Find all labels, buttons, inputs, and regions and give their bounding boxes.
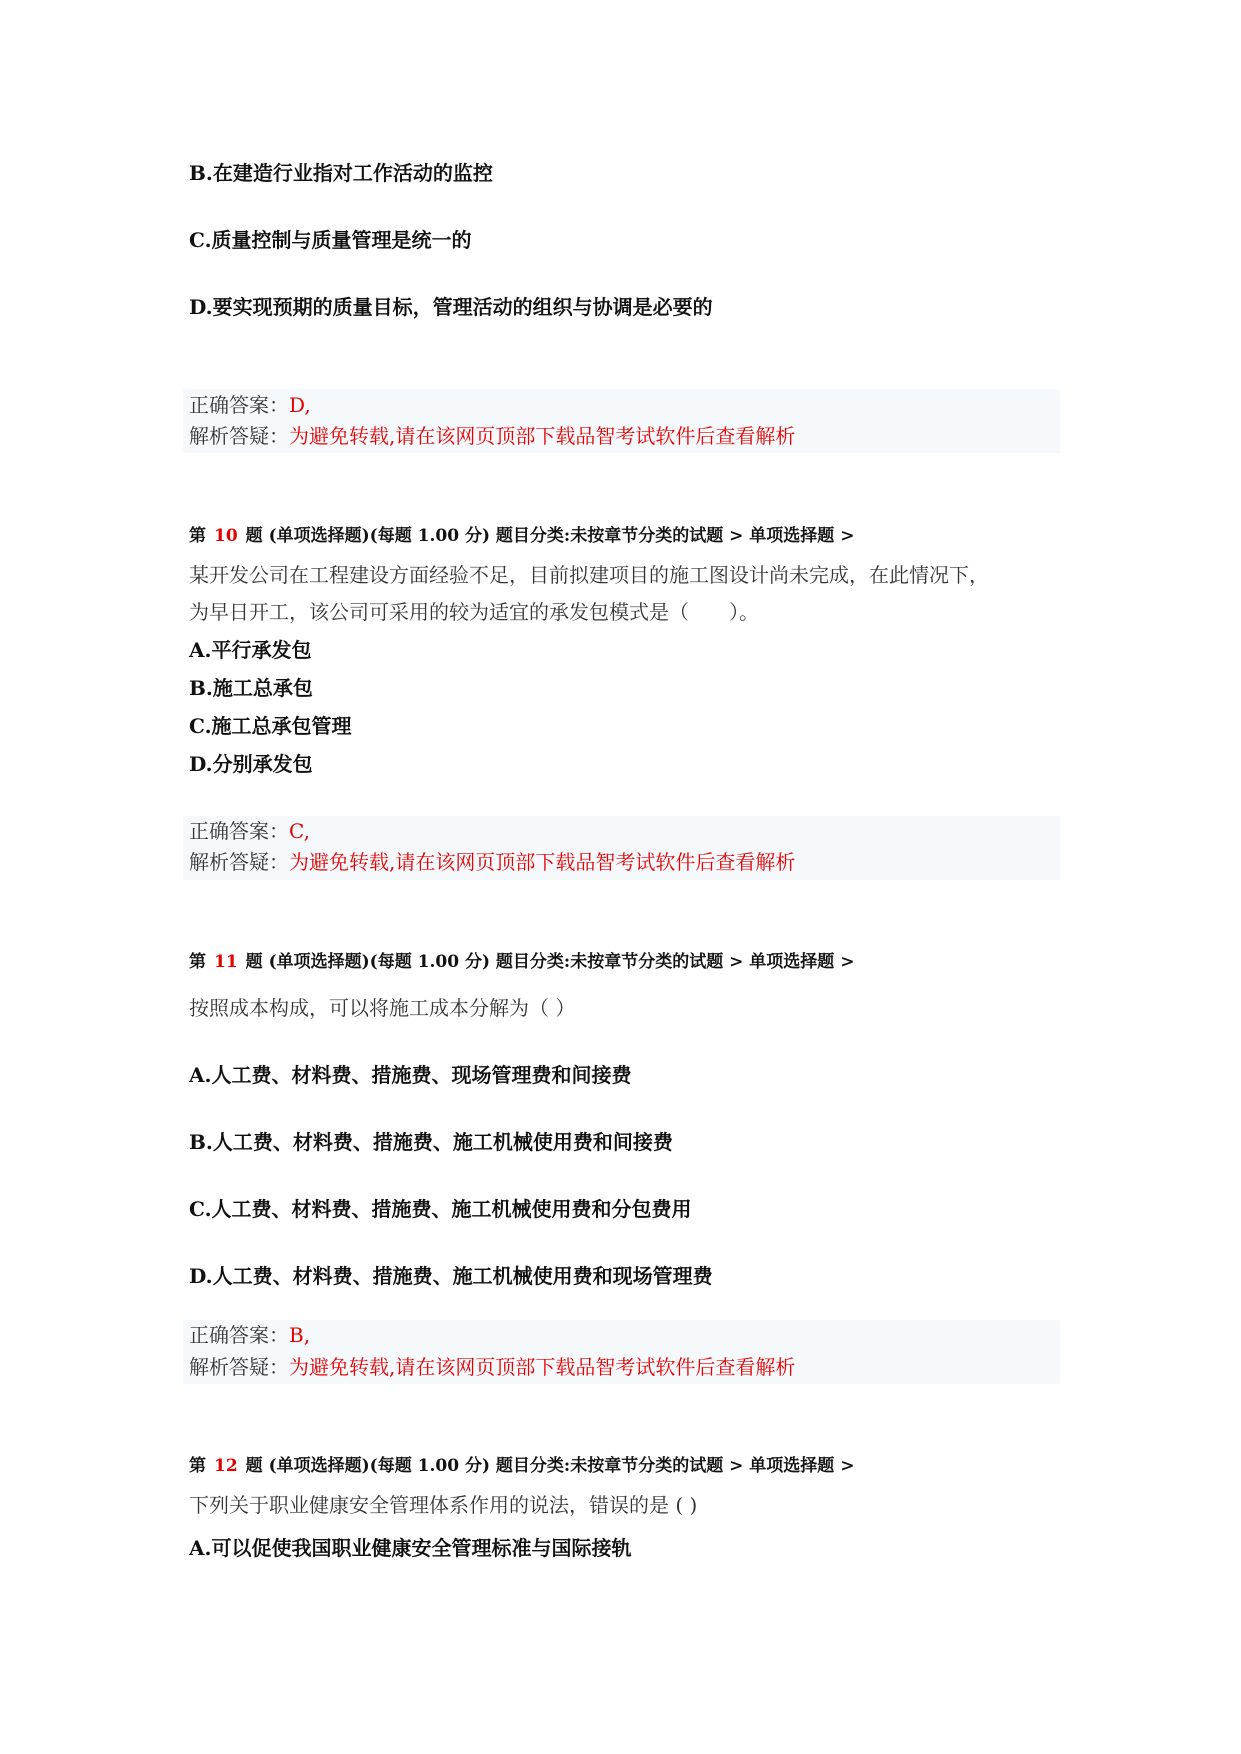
analysis: 解析答疑：为避免转载,请在该网页顶部下载品智考试软件后查看解析 [189, 850, 796, 874]
option-b: B.人工费、材料费、措施费、施工机械使用费和间接费 [189, 1130, 673, 1154]
correct-answer: 正确答案：B, [189, 1323, 311, 1347]
option-a: A.人工费、材料费、措施费、现场管理费和间接费 [189, 1063, 632, 1087]
option-a: A.平行承发包 [189, 638, 312, 662]
option-d: D.人工费、材料费、措施费、施工机械使用费和现场管理费 [189, 1264, 713, 1288]
question-header: 第 10 题 (单项选择题)(每题 1.00 分) 题目分类:未按章节分类的试题 > 单项选择题 > [189, 526, 855, 546]
analysis: 解析答疑：为避免转载,请在该网页顶部下载品智考试软件后查看解析 [189, 424, 796, 448]
option-b: B.施工总承包 [189, 676, 313, 700]
question-header: 第 12 题 (单项选择题)(每题 1.00 分) 题目分类:未按章节分类的试题 > 单项选择题 > [189, 1456, 855, 1476]
question-header: 第 11 题 (单项选择题)(每题 1.00 分) 题目分类:未按章节分类的试题 > 单项选择题 > [189, 952, 855, 972]
question-stem: 某开发公司在工程建设方面经验不足，目前拟建项目的施工图设计尚未完成，在此情况下， [189, 563, 989, 587]
option-d: D.要实现预期的质量目标，管理活动的组织与协调是必要的 [189, 295, 713, 319]
option-c: C.施工总承包管理 [189, 714, 352, 738]
question-stem: 为早日开工，该公司可采用的较为适宜的承发包模式是（ ）。 [189, 600, 759, 624]
question-stem: 按照成本构成，可以将施工成本分解为（ ） [189, 996, 576, 1020]
option-b: B.在建造行业指对工作活动的监控 [189, 161, 493, 185]
correct-answer: 正确答案：D, [189, 393, 311, 417]
question-stem: 下列关于职业健康安全管理体系作用的说法，错误的是 ( ) [189, 1493, 698, 1517]
correct-answer: 正确答案：C, [189, 819, 310, 843]
option-d: D.分别承发包 [189, 752, 313, 776]
option-c: C.质量控制与质量管理是统一的 [189, 228, 472, 252]
option-a: A.可以促使我国职业健康安全管理标准与国际接轨 [189, 1536, 632, 1560]
option-c: C.人工费、材料费、措施费、施工机械使用费和分包费用 [189, 1197, 692, 1221]
analysis: 解析答疑：为避免转载,请在该网页顶部下载品智考试软件后查看解析 [189, 1355, 796, 1379]
